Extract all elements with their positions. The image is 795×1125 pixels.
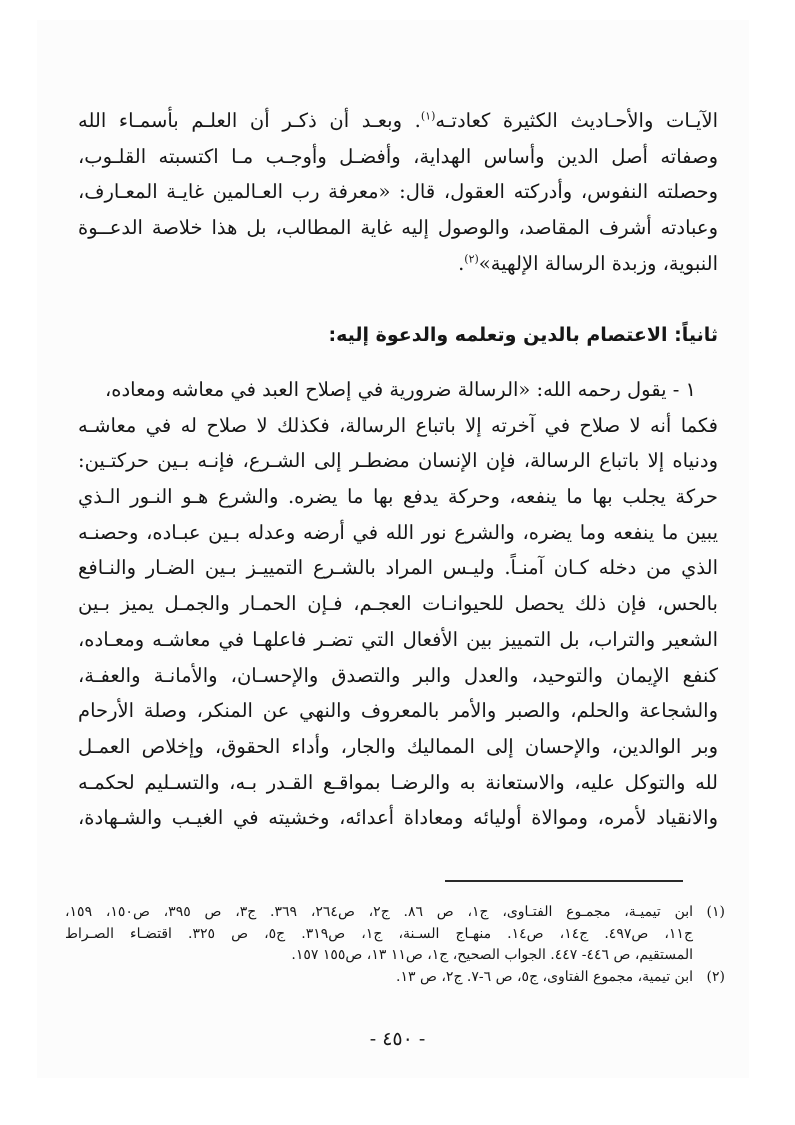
footnote-line: ج١١، ص٤٩٧. ج١٤، ص١٤. منهـاج السـنة، ج١، ص٣١٩. ج٥، ص ٣٢٥. اقتضـاء الصـراط bbox=[65, 925, 693, 942]
text-line: حركة يجلب بها ما ينفعه، وحركة يدفع بها ما يضره. والشرع هـو النـور الـذي bbox=[78, 485, 718, 509]
page-number: - ٤٥٠ - bbox=[369, 1028, 426, 1050]
section-heading: ثانياً: الاعتصام بالدين وتعلمه والدعوة إليه: bbox=[328, 324, 718, 346]
paragraph-intro bbox=[78, 103, 718, 281]
text-line: وصفاته أصل الدين وأساس الهداية، وأفضـل وأوجـب مـا اكتسبته القلـوب، bbox=[78, 144, 718, 168]
footnote-line: ابن تيمية، مجموع الفتاوى، ج٥، ص ٦-٧. ج٢، ص ١٣. bbox=[396, 968, 693, 985]
text-line bbox=[78, 103, 718, 139]
footnote-number: (٢) bbox=[706, 968, 725, 985]
text-line bbox=[78, 246, 718, 282]
text-line: ١ - يقول رحمه الله: «الرسالة ضرورية في إصلاح العبد في معاشه ومعاده، bbox=[104, 378, 696, 401]
footnote-reference-1[interactable]: (١) bbox=[420, 109, 436, 123]
text-line: بالحس، فإن ذلك يحصل للحيوانـات العجـم، فـإن الحمـار والجمـل يميز بـين bbox=[78, 592, 718, 616]
footnote-line: المستقيم، ص ٤٤٦- ٤٤٧. الجواب الصحيح، ج١، ص١١ ١٣، ص١٥٥ ١٥٧. bbox=[291, 947, 693, 963]
footnote-separator bbox=[445, 880, 683, 882]
text-segment: النبوية، وزبدة الرسالة الإلهية» bbox=[478, 251, 718, 275]
text-line: لله والتوكل عليه، والاستعانة به والرضـا بمواقـع القـدر بـه، والتسـليم لحكمـه bbox=[78, 770, 718, 794]
text-line: الشعير والتراب، بل التمييز بين الأفعال التي تضـر فاعلهـا في معاشـه ومعـاده، bbox=[78, 627, 718, 651]
footnote-1 bbox=[65, 902, 725, 967]
footnotes bbox=[65, 902, 725, 988]
text-line: والشجاعة والحلم، والصبر والأمر بالمعروف والنهي عن المنكر، وصلة الأرحام bbox=[78, 699, 718, 723]
text-line: وعبادته أشرف المقاصد، والوصول إليه غاية المطالب، بل هذا خلاصة الدعــوة bbox=[78, 216, 718, 240]
text-segment: . bbox=[458, 251, 465, 275]
text-line: يبين ما ينفعه وما يضره، والشرع نور الله في أرضه وعدله بـين عبـاده، وحصنـه bbox=[78, 520, 718, 544]
text-line: كنفع الإيمان والتوحيد، والعدل والبر والتصدق والإحسـان، والأمانـة والعفـة، bbox=[78, 663, 718, 687]
footnote-reference-2[interactable]: (٢) bbox=[464, 252, 479, 266]
text-line: والانقياد لأمره، وموالاة أوليائه ومعاداة أعدائه، وخشيته في الغيـب والشـهادة، bbox=[78, 806, 718, 830]
footnote-2 bbox=[65, 967, 725, 989]
text-segment: . وبعـد أن ذكـر أن العلـم بأسمـاء الله bbox=[78, 109, 421, 132]
text-line: الذي من دخله كـان آمنـاً. وليـس المراد بالشـرع التمييـز بـين الضـار والنـافع bbox=[78, 556, 718, 580]
text-line: وحصلته النفوس، وأدركته العقول، قال: «معرفة رب العـالمين غايـة المعـارف، bbox=[78, 180, 718, 204]
footnote-line: ابن تيميـة، مجمـوع الفتـاوى، ج١، ص ٨٦. ج٢، ص٢٦٤، ٣٦٩. ج٣، ص ٣٩٥، ص١٥٠، ١٥٩، bbox=[65, 904, 694, 920]
text-line: ودنياه إلا باتباع الرسالة، فإن الإنسان مضطـر إلى الشـرع، فإنـه بـين حركتـين: bbox=[78, 449, 718, 473]
text-line: وبر الوالدين، والإحسان إلى المماليك والجار، وأداء الحقوق، وإخلاص العمـل bbox=[78, 734, 718, 758]
text-line: فكما أنه لا صلاح في آخرته إلا باتباع الرسالة، فكذلك لا صلاح له في معاشـه bbox=[78, 413, 718, 437]
text-segment: الآيـات والأحـاديث الكثيرة كعادتـه bbox=[435, 109, 718, 132]
footnote-number: (١) bbox=[706, 904, 725, 920]
paragraph-quote bbox=[78, 372, 718, 836]
